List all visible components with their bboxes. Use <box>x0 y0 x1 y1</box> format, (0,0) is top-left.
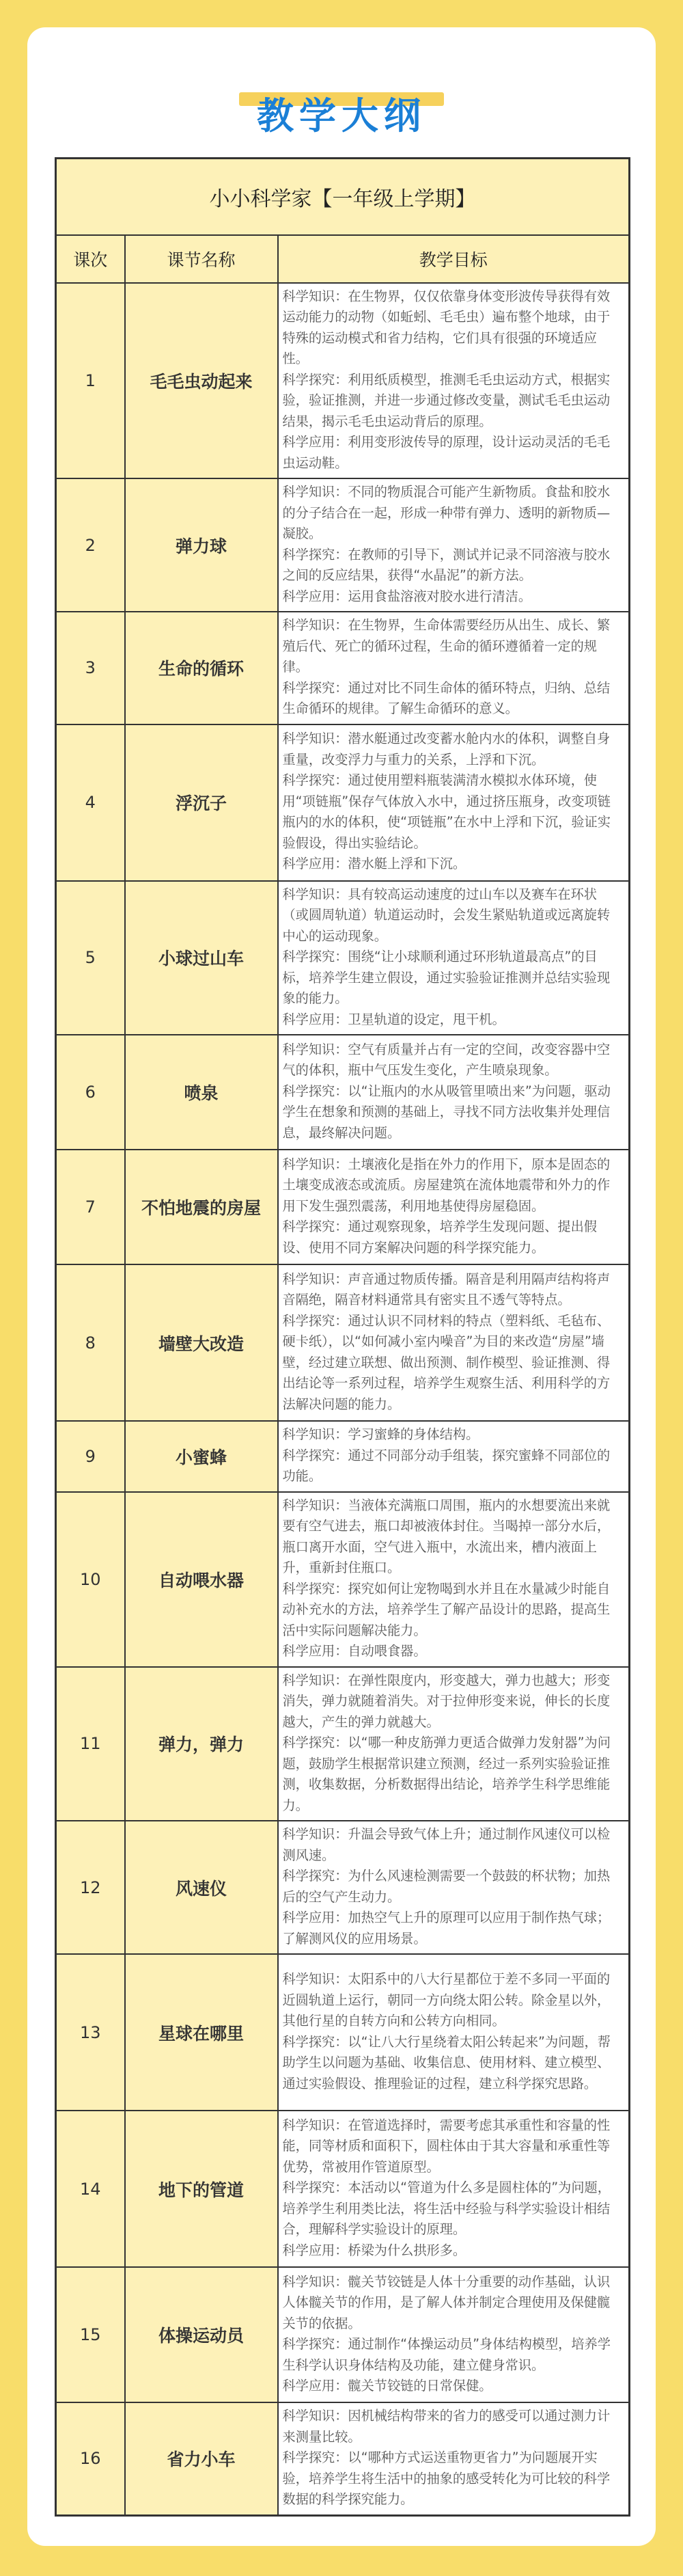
lesson-number: 3 <box>56 612 125 724</box>
goal-line: 科学探究：在教师的引导下，测试并记录不同溶液与胶水之间的反应结果，获得“水晶泥”的新方法。 <box>282 546 611 583</box>
lesson-number: 14 <box>56 2111 125 2267</box>
column-header-goal: 教学目标 <box>278 235 630 283</box>
goal-line: 科学知识：太阳系中的八大行星都位于差不多同一平面的近圆轨道上运行，朝同一方向绕太阳公转。除金星以外，其他行星的自转方向和公转方向相同。 <box>282 1971 611 2029</box>
lesson-goals <box>278 724 630 881</box>
table-row <box>56 283 630 479</box>
goal-line: 科学知识：因机械结构带来的省力的感受可以通过测力计来测量比较。 <box>282 2408 611 2445</box>
goal-line: 科学知识：空气有质量并占有一定的空间，改变容器中空气的体积，瓶中气压发生变化，产生喷泉现象。 <box>282 1041 611 1079</box>
goal-line: 科学知识：学习蜜蜂的身体结构。 <box>282 1426 479 1442</box>
goal-line: 科学探究：通过对比不同生命体的循环特点，归纳、总结生命循环的规律。了解生命循环的意义。 <box>282 679 611 716</box>
lesson-number: 5 <box>56 881 125 1035</box>
table-row <box>56 881 630 1035</box>
goal-line: 科学探究：以“哪种方式运送重物更省力”为问题展开实验，培养学生将生活中的抽象的感受转化为可比较的科学数据的科学探究能力。 <box>282 2450 611 2507</box>
page-header <box>27 75 656 157</box>
goal-line: 科学探究：本活动以“管道为什么多是圆柱体的”为问题，培养学生利用类比法，将生活中经验与科学实验设计相结合，理解科学实验设计的原理。 <box>282 2180 611 2238</box>
goal-line: 科学知识：当液体充满瓶口周围，瓶内的水想要流出来就要有空气进去，瓶口却被液体封住。当喝掉一部分水后，瓶口离开水面，空气进入瓶中，水流出来，槽内液面上升，重新封住瓶口。 <box>282 1497 611 1575</box>
goal-line: 科学知识：升温会导致气体上升；通过制作风速仪可以检测风速。 <box>282 1826 611 1863</box>
lesson-name: 风速仪 <box>125 1821 278 1954</box>
lesson-number: 4 <box>56 724 125 881</box>
lesson-name: 弹力，弹力 <box>125 1667 278 1821</box>
table-row <box>56 1821 630 1954</box>
lesson-number: 10 <box>56 1492 125 1667</box>
goal-line: 科学知识：具有较高运动速度的过山车以及赛车在环状（或圆周轨道）轨道运动时，会发生紧贴轨道或远离旋转中心的运动现象。 <box>282 886 611 944</box>
lesson-number: 2 <box>56 478 125 612</box>
goal-line: 科学应用：髋关节铰链的日常保健。 <box>282 2378 492 2394</box>
goal-line: 科学探究：通过使用塑料瓶装满清水模拟水体环境，使用“项链瓶”保存气体放入水中，通过挤压瓶身，改变项链瓶内的水的体积，使“项链瓶”在水中上浮和下沉，验证实验假设，得出实验结论。 <box>282 772 611 851</box>
lesson-number: 1 <box>56 283 125 479</box>
lesson-goals <box>278 1492 630 1667</box>
goal-line: 科学应用：利用变形波传导的原理，设计运动灵活的毛毛虫运动鞋。 <box>282 434 611 471</box>
lesson-number: 12 <box>56 1821 125 1954</box>
goal-line: 科学应用：潜水艇上浮和下沉。 <box>282 856 466 872</box>
lesson-goals <box>278 1035 630 1150</box>
lesson-name: 地下的管道 <box>125 2111 278 2267</box>
table-row <box>56 1954 630 2111</box>
lesson-goals <box>278 1264 630 1421</box>
goal-line: 科学探究：利用纸质模型，推测毛毛虫运动方式，根据实验，验证推测，并进一步通过修改变量，测试毛毛虫运动结果，揭示毛毛虫运动背后的原理。 <box>282 371 611 429</box>
lesson-goals <box>278 612 630 724</box>
column-header-num: 课次 <box>56 235 125 283</box>
lesson-name: 自动喂水器 <box>125 1492 278 1667</box>
lesson-goals <box>278 1954 630 2111</box>
lesson-rows <box>56 283 630 2516</box>
goal-line: 科学探究：为什么风速检测需要一个鼓鼓的杯状物；加热后的空气产生动力。 <box>282 1868 611 1905</box>
goal-line: 科学探究：通过不同部分动手组装，探究蜜蜂不同部位的功能。 <box>282 1447 611 1484</box>
goal-line: 科学知识：不同的物质混合可能产生新物质。食盐和胶水的分子结合在一起，形成一种带有弹力、透明的新物质—凝胶。 <box>282 484 611 541</box>
lesson-number: 6 <box>56 1035 125 1150</box>
table-row <box>56 1421 630 1492</box>
lesson-goals <box>278 1821 630 1954</box>
goal-line: 科学探究：通过认识不同材料的特点（塑料纸、毛毡布、硬卡纸），以“如何减小室内噪音”为目的来改造“房屋”墙壁，经过建立联想、做出预测、制作模型、验证推测、得出结论等一系列过程，培养学生观察生活、利用科学的方法解决问题的能力。 <box>282 1312 611 1412</box>
lesson-goals <box>278 283 630 479</box>
table-row <box>56 1264 630 1421</box>
table-title: 小小科学家【一年级上学期】 <box>56 159 630 235</box>
syllabus-table <box>55 157 630 2517</box>
lesson-name: 省力小车 <box>125 2402 278 2515</box>
goal-line: 科学知识：声音通过物质传播。隔音是利用隔声结构将声音隔绝，隔音材料通常具有密实且不透气等特点。 <box>282 1271 611 1308</box>
lesson-goals <box>278 881 630 1035</box>
goal-line: 科学知识：土壤液化是指在外力的作用下，原本是固态的土壤变成液态或流质。房屋建筑在流体地震带和外力的作用下发生强烈震荡，利用地基使得房屋稳固。 <box>282 1156 611 1214</box>
goal-line: 科学探究：探究如何让宠物喝到水并且在水量减少时能自动补充水的方法，培养学生了解产品设计的思路，提高生活中实际问题解决能力。 <box>282 1580 611 1638</box>
lesson-number: 9 <box>56 1421 125 1492</box>
goal-line: 科学应用：卫星轨道的设定，甩干机。 <box>282 1011 505 1027</box>
lesson-number: 8 <box>56 1264 125 1421</box>
lesson-goals <box>278 478 630 612</box>
lesson-number: 11 <box>56 1667 125 1821</box>
table-row <box>56 724 630 881</box>
lesson-name: 墙壁大改造 <box>125 1264 278 1421</box>
table-row <box>56 612 630 724</box>
table-row <box>56 478 630 612</box>
lesson-goals <box>278 1667 630 1821</box>
table-row <box>56 1035 630 1150</box>
goal-line: 科学探究：通过制作“体操运动员”身体结构模型，培养学生科学认识身体结构及功能，建立健身常识。 <box>282 2336 611 2373</box>
syllabus-card <box>27 27 656 2546</box>
goal-line: 科学探究：以“让八大行星绕着太阳公转起来”为问题，帮助学生以问题为基础、收集信息、使用材料、建立模型、通过实验假设、推理验证的过程，建立科学探究思路。 <box>282 2033 611 2091</box>
goal-line: 科学知识：髋关节铰链是人体十分重要的动作基础，认识人体髋关节的作用，是了解人体并制定合理使用及保健髋关节的依据。 <box>282 2273 611 2331</box>
goal-line: 科学应用：自动喂食器。 <box>282 1643 427 1659</box>
goal-line: 科学探究：以“哪一种皮筋弹力更适合做弹力发射器”为问题，鼓励学生根据常识建立预测，经过一系列实验验证推测，收集数据，分析数据得出结论，培养学生科学思维能力。 <box>282 1735 611 1813</box>
goal-line: 科学知识：在管道选择时，需要考虑其承重性和容量的性能，同等材质和面积下，圆柱体由于其大容量和承重性等优势，常被用作管道原型。 <box>282 2117 611 2175</box>
table-row <box>56 1150 630 1264</box>
lesson-number: 16 <box>56 2402 125 2515</box>
lesson-number: 13 <box>56 1954 125 2111</box>
goal-line: 科学探究：以“让瓶内的水从吸管里喷出来”为问题，驱动学生在想象和预测的基础上，寻找不同方法收集并处理信息，最终解决问题。 <box>282 1083 611 1141</box>
table-row <box>56 2267 630 2402</box>
lesson-goals <box>278 1150 630 1264</box>
table-row <box>56 1667 630 1821</box>
goal-line: 科学知识：在生物界，生命体需要经历从出生、成长、繁殖后代、死亡的循环过程，生命的循环遵循着一定的规律。 <box>282 617 611 675</box>
lesson-name: 小蜜蜂 <box>125 1421 278 1492</box>
lesson-name: 喷泉 <box>125 1035 278 1150</box>
goal-line: 科学知识：潜水艇通过改变蓄水舱内水的体积，调整自身重量，改变浮力与重力的关系，上浮和下沉。 <box>282 731 611 768</box>
lesson-name: 星球在哪里 <box>125 1954 278 2111</box>
lesson-number: 15 <box>56 2267 125 2402</box>
table-row <box>56 1492 630 1667</box>
lesson-name: 浮沉子 <box>125 724 278 881</box>
goal-line: 科学知识：在生物界，仅仅依靠身体变形波传导获得有效运动能力的动物（如蚯蚓、毛毛虫）遍布整个地球，由于特殊的运动模式和省力结构，它们具有很强的环境适应性。 <box>282 288 611 366</box>
lesson-name: 不怕地震的房屋 <box>125 1150 278 1264</box>
goal-line: 科学应用：加热空气上升的原理可以应用于制作热气球；了解测风仪的应用场景。 <box>282 1910 611 1947</box>
lesson-goals <box>278 2267 630 2402</box>
goal-line: 科学应用：运用食盐溶液对胶水进行清洁。 <box>282 588 532 604</box>
goal-line: 科学应用：桥梁为什么拱形多。 <box>282 2242 466 2258</box>
lesson-goals <box>278 2402 630 2515</box>
lesson-name: 毛毛虫动起来 <box>125 283 278 479</box>
lesson-name: 弹力球 <box>125 478 278 612</box>
goal-line: 科学知识：在弹性限度内，形变越大，弹力也越大；形变消失，弹力就随着消失。对于拉伸形变来说，伸长的长度越大，产生的弹力就越大。 <box>282 1672 611 1730</box>
column-header-name: 课节名称 <box>125 235 278 283</box>
lesson-name: 体操运动员 <box>125 2267 278 2402</box>
lesson-goals <box>278 2111 630 2267</box>
lesson-number: 7 <box>56 1150 125 1264</box>
lesson-name: 小球过山车 <box>125 881 278 1035</box>
page-title: 教学大纲 <box>257 94 426 137</box>
table-row <box>56 2111 630 2267</box>
goal-line: 科学探究：围绕“让小球顺利通过环形轨道最高点”的目标，培养学生建立假设，通过实验验证推测并总结实验现象的能力。 <box>282 949 611 1006</box>
lesson-goals <box>278 1421 630 1492</box>
table-row <box>56 2402 630 2515</box>
goal-line: 科学探究：通过观察现象，培养学生发现问题、提出假设、使用不同方案解决问题的科学探究能力。 <box>282 1219 597 1256</box>
lesson-name: 生命的循环 <box>125 612 278 724</box>
